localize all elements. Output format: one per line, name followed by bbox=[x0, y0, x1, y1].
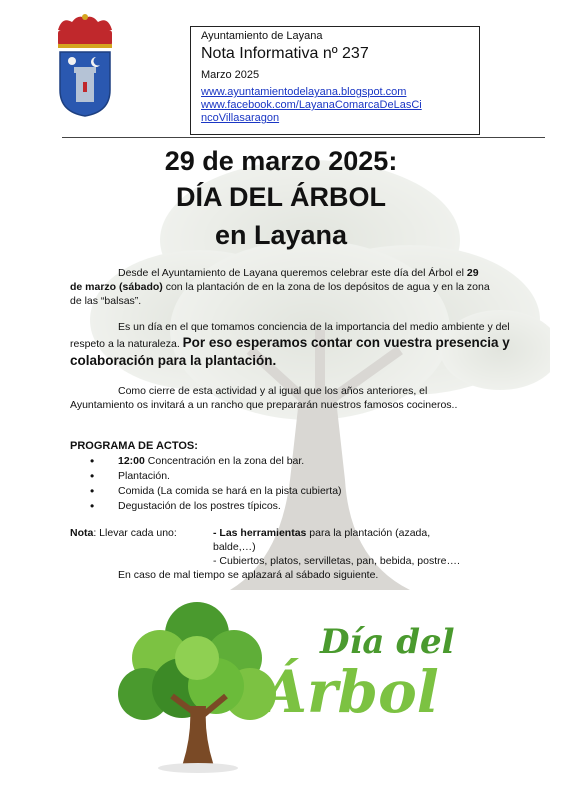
list-item bbox=[90, 454, 450, 469]
blog-link[interactable]: www.ayuntamientodelayana.blogspot.com bbox=[201, 86, 407, 98]
organization-name: Ayuntamiento de Layana bbox=[201, 30, 323, 42]
event-name-heading: DÍA DEL ÁRBOL bbox=[175, 182, 386, 212]
logo-text-line2: Árbol bbox=[262, 658, 439, 726]
note-tools-rest: para la plantación (azada, bbox=[306, 527, 431, 539]
program-heading: PROGRAMA DE ACTOS: bbox=[70, 440, 198, 452]
program-item-text: Plantación. bbox=[118, 470, 170, 482]
note-label: Nota bbox=[70, 527, 94, 539]
program-item-text: Comida (La comida se hará en la pista cubierta) bbox=[118, 485, 342, 497]
logo-text-line1: Día del bbox=[320, 622, 455, 662]
note-section bbox=[70, 526, 500, 582]
bulletin-date: Marzo 2025 bbox=[201, 69, 260, 81]
program-item-text: Degustación de los postres típicos. bbox=[118, 500, 281, 512]
facebook-link-line1[interactable]: www.facebook.com/LayanaComarcaDeLasCi bbox=[201, 99, 422, 111]
event-location-heading: en Layana bbox=[214, 220, 348, 250]
intro-date: 29 de marzo (sábado) bbox=[70, 267, 479, 293]
awareness-text: Es un día en el que tomamos conciencia de la importancia del medio ambiente y del respeto a la naturaleza. bbox=[70, 321, 510, 350]
list-item bbox=[90, 484, 450, 499]
note-tools: - Las herramientas bbox=[213, 527, 307, 539]
bulletin-title: Nota Informativa nº 237 bbox=[201, 45, 369, 62]
program-list bbox=[90, 454, 450, 514]
note-weather: En caso de mal tiempo se aplazará al sábado siguiente. bbox=[118, 569, 379, 581]
tree-logo-icon bbox=[112, 596, 282, 776]
event-date-heading: 29 de marzo 2025: bbox=[164, 146, 398, 176]
paragraph-intro bbox=[70, 266, 490, 308]
paragraph-closing bbox=[70, 384, 490, 412]
coat-of-arms bbox=[52, 12, 118, 120]
note-tools-cont: balde,…) bbox=[213, 541, 256, 553]
note-cutlery: - Cubiertos, platos, servilletas, pan, bebida, postre…. bbox=[213, 555, 460, 567]
dia-del-arbol-logo bbox=[262, 622, 462, 732]
program-item-text: Concentración en la zona del bar. bbox=[144, 455, 305, 467]
list-item bbox=[90, 499, 450, 514]
header-box bbox=[190, 26, 480, 135]
closing-text: Como cierre de esta actividad y al igual que los años anteriores, el Ayuntamiento os invitará a un rancho que prepararán nuestros famosos cocineros.. bbox=[70, 385, 458, 411]
paragraph-awareness bbox=[70, 320, 510, 370]
invitation-highlight: Por eso esperamos contar con vuestra presencia y colaboración para la plantación. bbox=[70, 335, 510, 368]
facebook-link[interactable] bbox=[201, 99, 422, 125]
facebook-link-line2[interactable]: ncoVillasaragon bbox=[201, 112, 280, 124]
program-time: 12:00 bbox=[118, 455, 145, 467]
header-divider bbox=[62, 137, 545, 138]
note-lead: : Llevar cada uno: bbox=[93, 527, 177, 539]
intro-text: Desde el Ayuntamiento de Layana queremos celebrar este día del Árbol el bbox=[118, 267, 467, 279]
intro-text-end: con la plantación de en la zona de los depósitos de agua y en la zona de las “balsas”. bbox=[70, 281, 490, 307]
list-item bbox=[90, 469, 450, 484]
